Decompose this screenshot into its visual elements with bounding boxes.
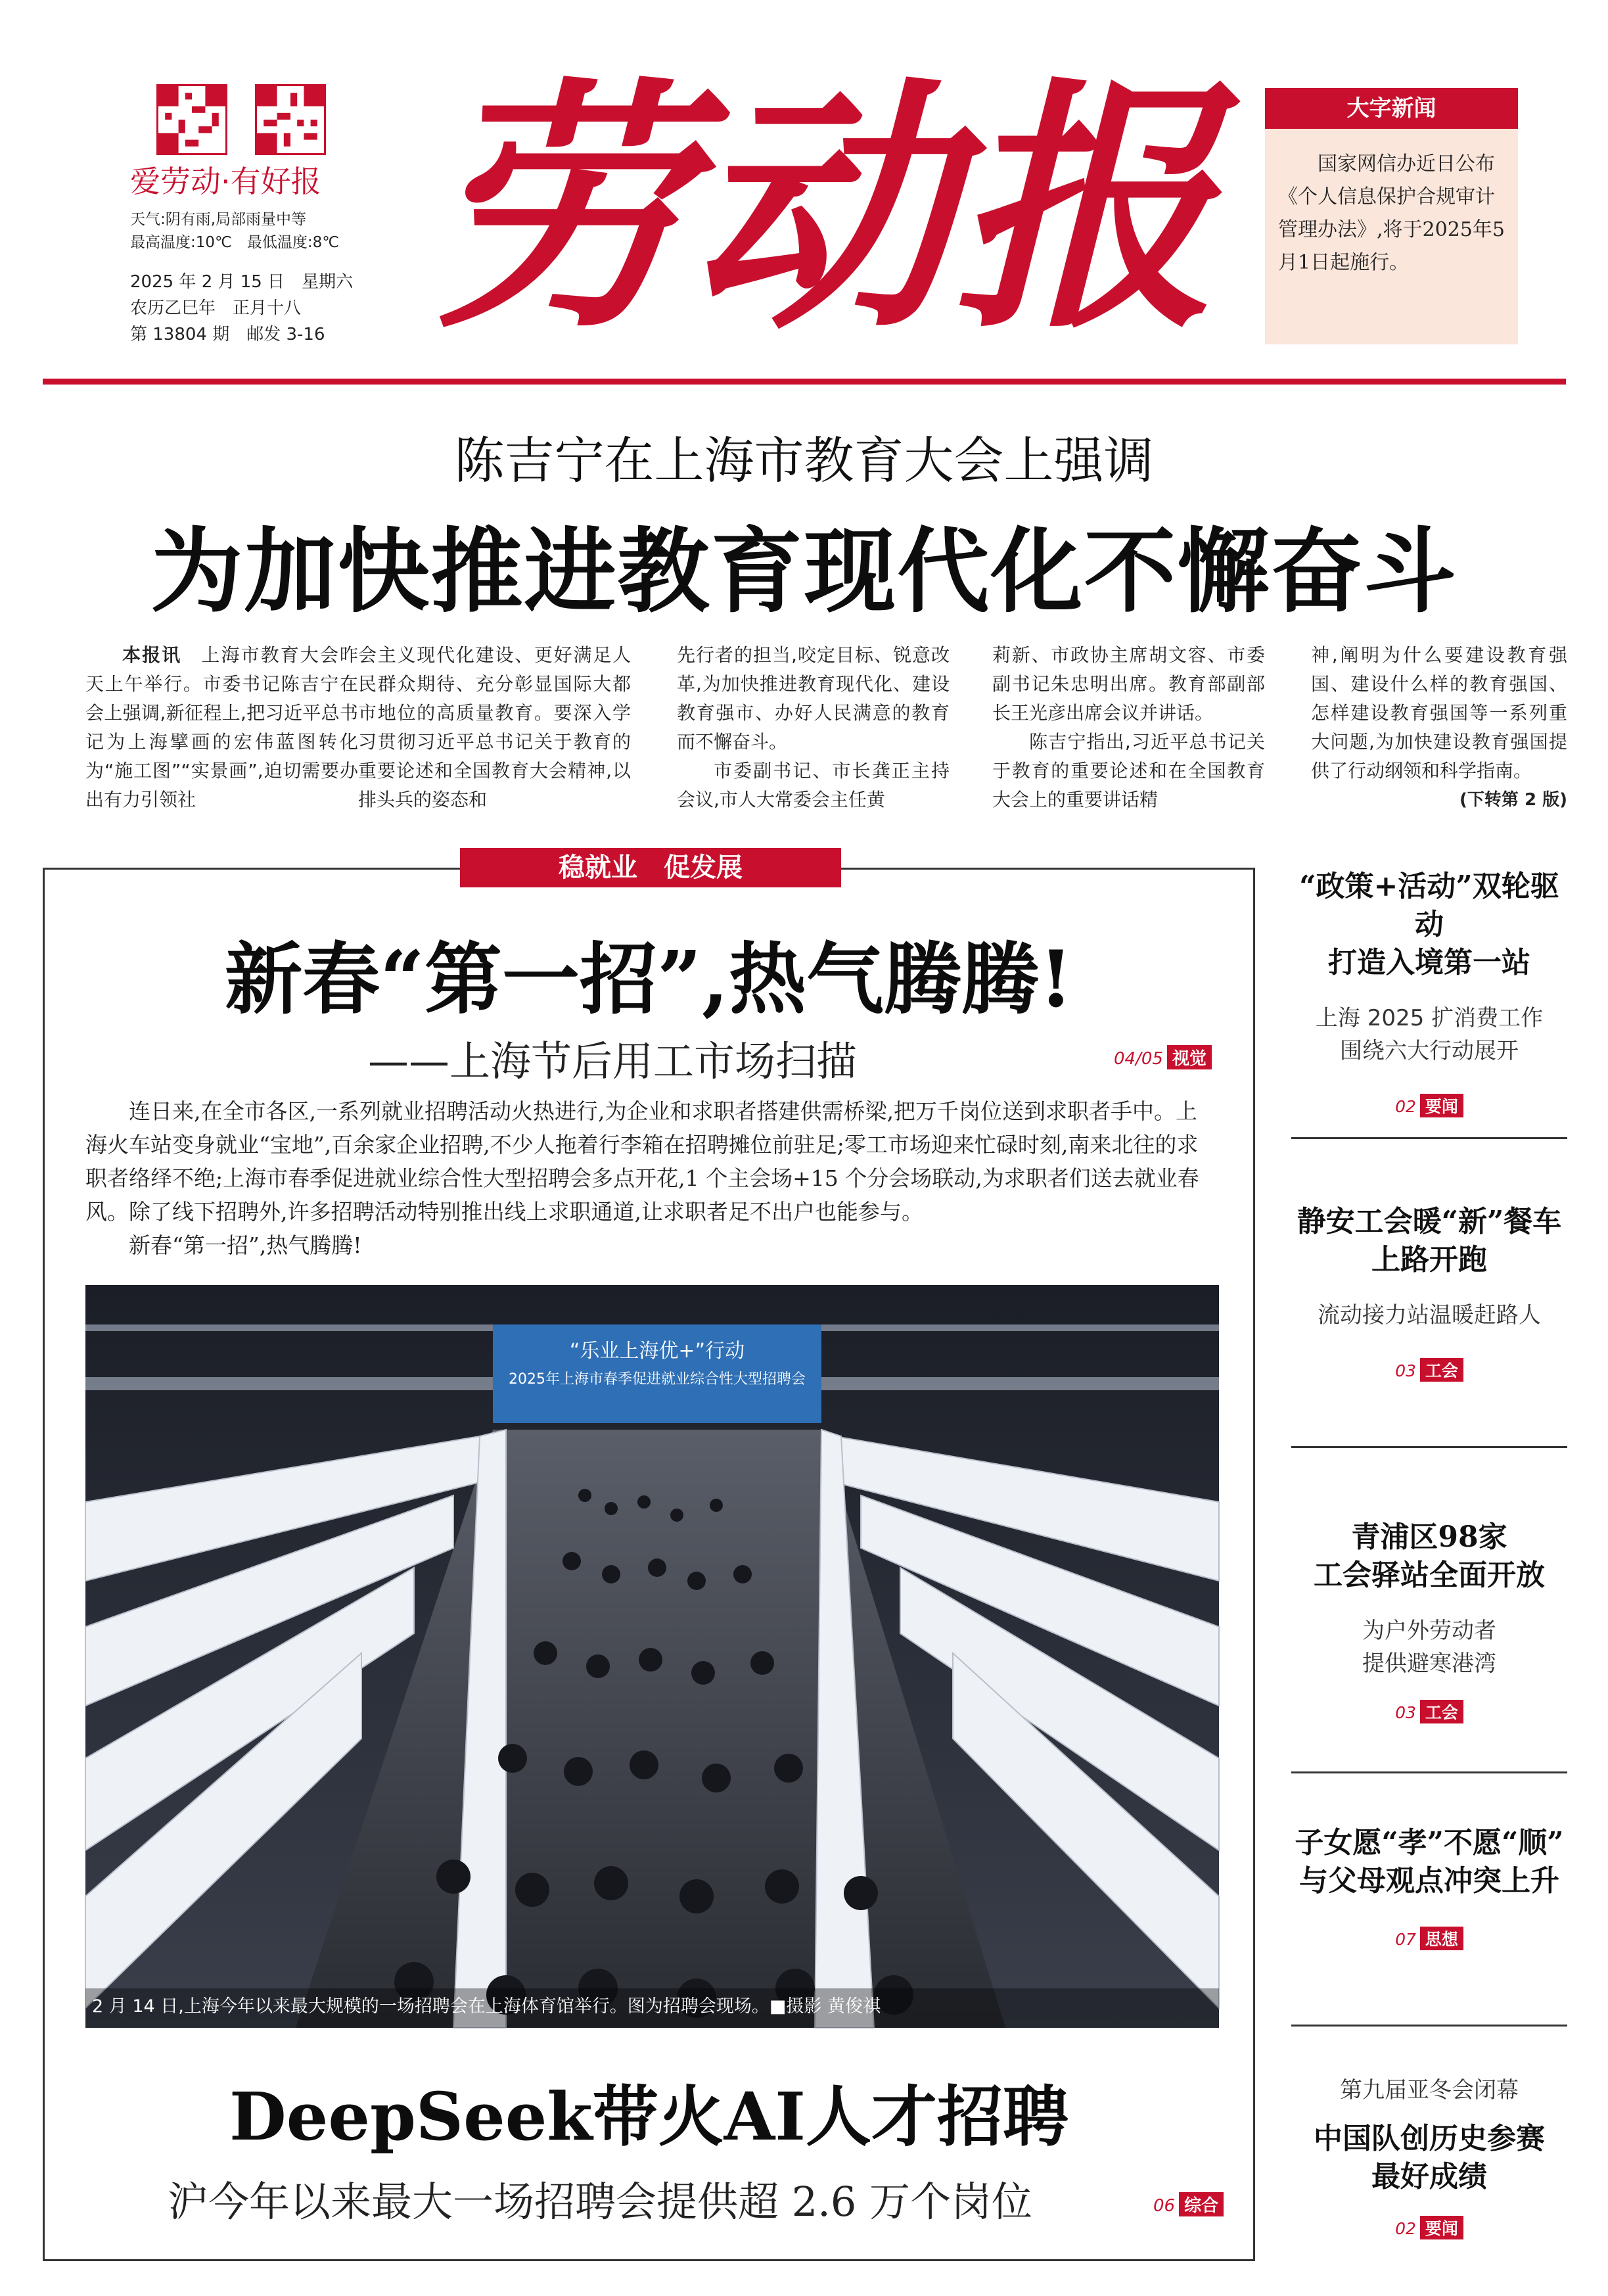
- feature-lead-p1: 连日来,在全市各区,一系列就业招聘活动火热进行,为企业和求职者搭建供需桥梁,把万千岗位送到求职者手中。上海火车站变身就业“宝地”,百余家企业招聘,不少人拖着行李箱在招聘摊位前驻足;零工市场迎来忙碌时刻,南来北往的求职者络绎不绝;上海市春季促进就业综合性大型招聘会多点开花,1 个主会场+15 个分会场联动,为求职者们送去就业春风。除了线下招聘外,许多招聘活动特别推出线上求职通道,让求职者足不出户也能参与。: [85, 1098, 1199, 1225]
- sidebar-divider: [1291, 1771, 1567, 1773]
- sidebar-divider: [1291, 1137, 1567, 1139]
- sidebar-title: 最好成绩: [1371, 2160, 1487, 2193]
- masthead-title: 劳动报: [427, 55, 1216, 363]
- sidebar-item-1[interactable]: [1291, 868, 1567, 1117]
- sidebar-desc: 围绕六大行动展开: [1340, 1038, 1519, 1064]
- sidebar-item-3[interactable]: [1291, 1518, 1567, 1723]
- sidebar-ref-page: 02: [1395, 2219, 1416, 2238]
- weather: 天气:阴有雨,局部雨量中等: [130, 211, 307, 228]
- sidebar-ref-section: 要闻: [1420, 1094, 1463, 1117]
- slogan: 爱劳动·有好报: [130, 164, 321, 199]
- sidebar-page-ref: [1291, 1700, 1567, 1723]
- lead-col5-text: 神,阐明为什么要建设教育强国、建设什么样的教育强国、怎样建设教育强国等一系列重大问题,为加快建设教育强国提供了行动纲领和科学指南。: [1311, 644, 1567, 782]
- sidebar-ref-page: 03: [1395, 1703, 1416, 1722]
- sidebar-ref-page: 03: [1395, 1361, 1416, 1380]
- sidebar-title: 与父母观点冲突上升: [1299, 1864, 1559, 1898]
- lead-column-4: [992, 641, 1265, 814]
- sidebar-page-ref: [1291, 1094, 1567, 1117]
- sidebar-title: 青浦区98家: [1351, 1520, 1507, 1554]
- sidebar-title: 打造入境第一站: [1328, 946, 1530, 979]
- secondary-ref-page: 06: [1153, 2196, 1176, 2216]
- photo-caption: 2 月 14 日,上海今年以来最大规模的一场招聘会在上海体育馆举行。图为招聘会现场。■摄影 黄俊祺: [92, 1996, 881, 2017]
- qr-code-left[interactable]: [156, 84, 227, 155]
- sidebar-title: 上路开跑: [1371, 1243, 1487, 1277]
- section-label: 稳就业 促发展: [460, 848, 841, 887]
- sidebar-divider: [1291, 2025, 1567, 2027]
- lead-kicker: 陈吉宁在上海市教育大会上强调: [454, 431, 1154, 490]
- lunar-date: 农历乙巳年 正月十八: [130, 298, 302, 318]
- sidebar-ref-section: 工会: [1420, 1700, 1463, 1723]
- lead-col1-text: 上海市教育大会昨天上午举行。市委书记陈吉宁在会上强调,新征程上,把习近平总书记为上海擘画的宏伟蓝图转化为“施工图”“实景画”,迫切需要办出有力引领社: [85, 644, 358, 810]
- bignews-text[interactable]: 国家网信办近日公布《个人信息保护合规审计管理办法》,将于2025年5月1日起施行。: [1278, 152, 1505, 274]
- photo-banner-1: “乐业上海优+”行动: [569, 1340, 745, 1363]
- secondary-ref-section: 综合: [1179, 2192, 1224, 2216]
- sidebar-desc: 上海 2025 扩消费工作: [1315, 1005, 1544, 1031]
- sidebar-title: 中国队创历史参赛: [1314, 2122, 1545, 2155]
- lead-column-2: [358, 641, 631, 814]
- lead-headline[interactable]: 为加快推进教育现代化不懈奋斗: [150, 519, 1458, 626]
- feature-lead: [85, 1094, 1216, 1262]
- temperature: 最高温度:10℃ 最低温度:8℃: [130, 234, 340, 251]
- sidebar-ref-section: 思想: [1420, 1927, 1463, 1950]
- sidebar-title: “政策+活动”双轮驱动: [1299, 870, 1559, 941]
- feature-page-ref[interactable]: [1114, 1045, 1212, 1069]
- feature-title[interactable]: 新春“第一招”,热气腾腾!: [225, 933, 1073, 1025]
- lead-col2-text: 会主义现代化建设、更好满足人民群众期待、充分彰显国际大都市地位的高质量教育。要深入学习贯彻习近平总书记关于教育的重要论述和全国教育大会精神,以排头兵的姿态和: [358, 644, 631, 810]
- turn-to-page[interactable]: (下转第 2 版): [1459, 790, 1567, 810]
- sidebar-ref-section: 要闻: [1420, 2216, 1463, 2239]
- sidebar-divider: [1291, 1446, 1567, 1448]
- sidebar-desc: 流动接力站温暖赶路人: [1318, 1302, 1541, 1328]
- date: 2025 年 2 月 15 日 星期六: [130, 272, 354, 292]
- feature-ref-page: 04/05: [1114, 1049, 1163, 1069]
- lead-col3a-text: 先行者的担当,咬定目标、锐意改革,为加快推进教育现代化、建设教育强市、办好人民满意的教育而不懈奋斗。: [677, 644, 950, 753]
- sidebar-item-4[interactable]: [1291, 1824, 1567, 1950]
- lead-col3b-text: 市委副书记、市长龚正主持会议,市人大常委会主任黄: [677, 760, 950, 810]
- sidebar-desc: 提供避寒港湾: [1362, 1651, 1496, 1677]
- secondary-headline[interactable]: DeepSeek带火AI人才招聘: [229, 2078, 1068, 2155]
- sidebar-page-ref: [1291, 1358, 1567, 1382]
- sidebar-page-ref: [1291, 2216, 1567, 2239]
- lead-column-5: [1311, 641, 1567, 814]
- sidebar-title: 工会驿站全面开放: [1314, 1558, 1545, 1592]
- sidebar-page-ref: [1291, 1927, 1567, 1950]
- secondary-deck: 沪今年以来最大一场招聘会提供超 2.6 万个岗位: [168, 2178, 1033, 2226]
- qr-code-right[interactable]: [255, 84, 326, 155]
- photo-banner-2: 2025年上海市春季促进就业综合性大型招聘会: [509, 1371, 806, 1388]
- sidebar-ref-section: 工会: [1420, 1358, 1463, 1382]
- lead-column-1: [85, 641, 358, 814]
- feature-lead-p2: 新春“第一招”,热气腾腾!: [129, 1232, 362, 1258]
- lead-col4a-text: 莉新、市政协主席胡文容、市委副书记朱忠明出席。教育部副部长王光彦出席会议并讲话。: [992, 644, 1265, 724]
- byline: 本报讯: [122, 644, 182, 666]
- job-fair-photo: [85, 1285, 1219, 2028]
- masthead-divider: [43, 379, 1566, 385]
- sidebar-title: 子女愿“孝”不愿“顺”: [1295, 1826, 1564, 1860]
- feature-ref-section: 视觉: [1167, 1045, 1212, 1069]
- feature-subtitle: ——上海节后用工市场扫描: [368, 1037, 858, 1085]
- sidebar-item-2[interactable]: [1291, 1203, 1567, 1382]
- sidebar-ref-page: 07: [1395, 1930, 1416, 1949]
- sidebar-pre: 第九届亚冬会闭幕: [1340, 2077, 1519, 2103]
- bignews-label: 大字新闻: [1265, 88, 1518, 129]
- sidebar-item-5[interactable]: [1291, 2074, 1567, 2239]
- secondary-page-ref[interactable]: [1153, 2192, 1224, 2216]
- masthead-logo: [427, 38, 1216, 367]
- lead-col4b-text: 陈吉宁指出,习近平总书记关于教育的重要论述和在全国教育大会上的重要讲话精: [992, 731, 1265, 810]
- sidebar-ref-page: 02: [1395, 1097, 1416, 1116]
- lead-column-3: [677, 641, 950, 814]
- issue-number: 第 13804 期 邮发 3-16: [130, 325, 325, 344]
- sidebar-desc: 为户外劳动者: [1362, 1618, 1496, 1644]
- sidebar-title: 静安工会暖“新”餐车: [1297, 1205, 1562, 1238]
